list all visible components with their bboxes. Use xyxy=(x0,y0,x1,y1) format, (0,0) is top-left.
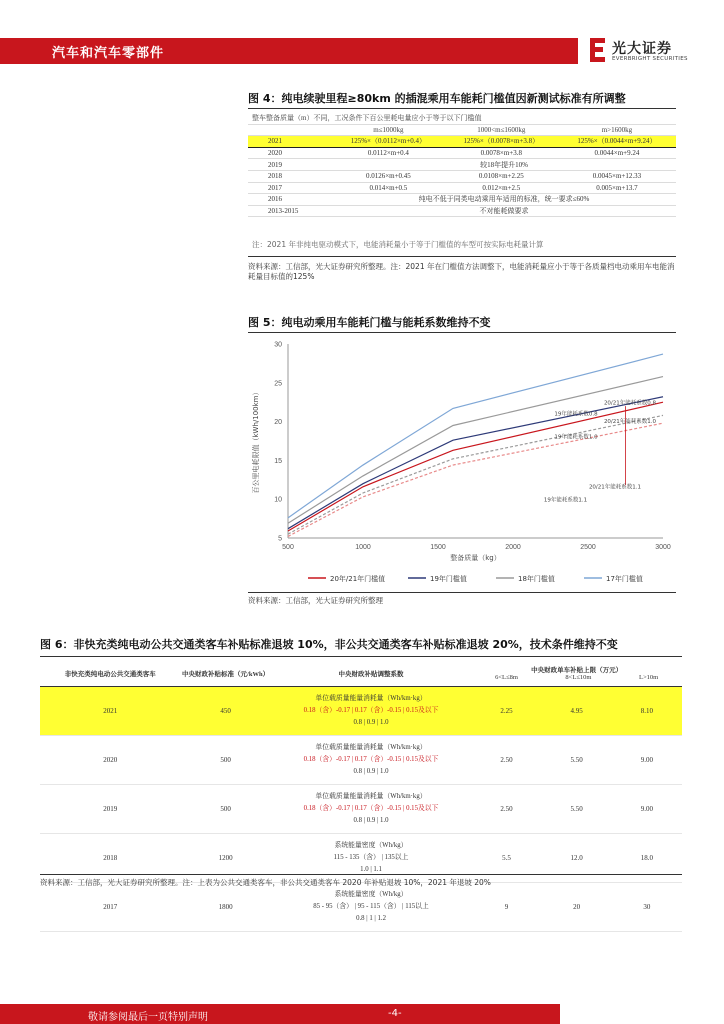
fig4-row-2019 xyxy=(248,159,676,171)
header-title: 汽车和汽车零部件 xyxy=(52,46,165,61)
fig6-header-cap: 中央财政单车补贴上限（万元） xyxy=(531,667,623,674)
fig6-coefficient xyxy=(271,687,472,736)
fig4-row-2017 xyxy=(248,182,676,194)
fig6-bottom-rule xyxy=(40,874,682,875)
fig4-table xyxy=(248,113,676,217)
fig4-year: 2017 xyxy=(248,182,332,194)
fig6-coef-line3: 0.8 | 1 | 1.2 xyxy=(356,915,386,922)
fig6-coefficient xyxy=(271,834,472,883)
page-number: -4- xyxy=(388,1008,402,1019)
x-tick-label: 500 xyxy=(282,544,294,551)
annotation-label: 20/21年能耗系数0.8 xyxy=(603,400,657,407)
y-tick-label: 20 xyxy=(274,419,282,427)
fig6-cap-a: 2.25 xyxy=(471,687,541,736)
fig6-standard: 1800 xyxy=(180,883,270,932)
fig6-coef-line2: 115 - 135（含） | 135以上 xyxy=(333,854,409,861)
fig5-title: 图 5：纯电动乘用车能耗门槛与能耗系数维持不变 xyxy=(248,316,491,329)
fig4-year: 2013-2015 xyxy=(248,205,332,217)
legend-label: 17年门槛值 xyxy=(606,575,643,583)
legend-label: 18年门槛值 xyxy=(518,575,555,583)
fig6-coef-line1: 单位载质量能量消耗量（Wh/km·kg） xyxy=(315,695,427,702)
fig6-standard: 500 xyxy=(180,736,270,785)
fig6-cap-c: 8.10 xyxy=(612,687,682,736)
fig6-year: 2021 xyxy=(40,687,180,736)
fig6-coef-line2: 0.18（含）-0.17 | 0.17（含）-0.15 | 0.15及以下 xyxy=(303,756,439,763)
footer-red-band xyxy=(0,1004,560,1024)
fig6-cap-a: 5.5 xyxy=(471,834,541,883)
fig6-year: 2018 xyxy=(40,834,180,883)
fig4-year: 2021 xyxy=(248,136,332,148)
fig4-col-header: 1000<m≤1600kg xyxy=(445,124,558,136)
fig4-merged-cell: 不对能耗做要求 xyxy=(332,205,676,217)
fig4-cell: 0.0045×m+12.33 xyxy=(558,170,676,182)
x-tick-label: 2000 xyxy=(505,544,521,551)
series-line-5 xyxy=(288,415,663,534)
fig4-cell: 125%×（0.0078×m+3.8） xyxy=(445,136,558,148)
fig6-row-2018 xyxy=(40,834,682,883)
fig6-cap-a: 9 xyxy=(471,883,541,932)
fig4-row-2016 xyxy=(248,194,676,206)
fig6-top-rule xyxy=(40,656,682,657)
annotation-label: 19年能耗系数1.1 xyxy=(543,497,588,504)
fig6-standard: 500 xyxy=(180,785,270,834)
y-tick-label: 5 xyxy=(278,535,282,543)
fig6-coef-line3: 1.0 | 1.1 xyxy=(360,866,382,873)
annotation-label: 19年能耗系数0.8 xyxy=(554,411,598,418)
fig6-row-2021 xyxy=(40,687,682,736)
fig4-row-2013-2015 xyxy=(248,205,676,217)
fig4-header-row xyxy=(248,113,676,124)
fig4-merged-cell: 纯电不低于同类电动乘用车适用的标准，统一要求≤60% xyxy=(332,194,676,206)
fig5-bottom-rule xyxy=(248,592,676,593)
fig6-cap-b: 20 xyxy=(542,883,612,932)
fig4-cell: 0.0112×m+0.4 xyxy=(332,147,445,159)
fig4-cell: 0.0108×m+2.25 xyxy=(445,170,558,182)
fig6-coef-line1: 系统能量密度（Wh/kg） xyxy=(334,891,408,898)
fig6-header-sub xyxy=(471,674,682,681)
y-tick-label: 30 xyxy=(274,341,282,349)
fig6-row-2019 xyxy=(40,785,682,834)
fig4-year: 2019 xyxy=(248,159,332,171)
fig4-cell: 0.0126×m+0.45 xyxy=(332,170,445,182)
legend-label: 19年门槛值 xyxy=(430,575,467,583)
fig4-cell: 0.0078×m+3.8 xyxy=(445,147,558,159)
footer-bar xyxy=(0,1000,724,1024)
x-axis-title: 整备质量（kg） xyxy=(450,554,501,562)
fig4-col-header: m>1600kg xyxy=(558,124,676,136)
fig4-header-cell: 整车整备质量（m）不同，工况条件下百公里耗电量应小于等于以下门槛值 xyxy=(248,113,676,124)
fig6-header-cap-group xyxy=(471,660,682,687)
fig6-standard: 450 xyxy=(180,687,270,736)
fig6-standard: 1200 xyxy=(180,834,270,883)
fig4-footnote: 注：2021 年非纯电驱动模式下，电能消耗量小于等于门槛值的车型可按实际电耗量计算 xyxy=(252,240,544,249)
x-tick-label: 3000 xyxy=(655,544,671,551)
y-tick-label: 15 xyxy=(274,457,282,465)
fig4-cell: 0.012×m+2.5 xyxy=(445,182,558,194)
annotation-label: 20/21年能耗系数1.0 xyxy=(603,419,657,426)
logo-mark-icon xyxy=(590,38,606,62)
fig4-top-rule xyxy=(248,108,676,109)
annotation-label: 19年能耗系数1.0 xyxy=(554,434,598,441)
x-tick-label: 1000 xyxy=(355,544,371,551)
fig4-row-2020 xyxy=(248,147,676,159)
fig6-year: 2017 xyxy=(40,883,180,932)
fig6-coef-line2: 85 - 95（含） | 95 - 115（含） | 115以上 xyxy=(313,903,429,910)
x-tick-label: 1500 xyxy=(430,544,446,551)
fig6-header-standard: 中央财政补贴标准（元/kWh） xyxy=(180,660,270,687)
fig6-row-2020 xyxy=(40,736,682,785)
fig5-top-rule xyxy=(248,332,676,333)
fig6-coef-line1: 系统能量密度（Wh/kg） xyxy=(334,842,408,849)
fig4-year: 2018 xyxy=(248,170,332,182)
fig6-cap-b: 4.95 xyxy=(542,687,612,736)
fig6-coef-line1: 单位载质量能量消耗量（Wh/km·kg） xyxy=(315,744,427,751)
logo-text-cn: 光大证券 xyxy=(612,41,672,57)
fig6-coef-line2: 0.18（含）-0.17 | 0.17（含）-0.15 | 0.15及以下 xyxy=(303,805,439,812)
logo-text-en: EVERBRIGHT SECURITIES xyxy=(612,56,688,62)
fig5-source: 资料来源：工信部，光大证券研究所整理 xyxy=(248,596,383,605)
fig6-cap-c: 9.00 xyxy=(612,736,682,785)
fig4-cell: 0.005×m+13.7 xyxy=(558,182,676,194)
fig6-source: 资料来源：工信部，光大证券研究所整理。注：上表为公共交通类客车，非公共交通类客车 2020 年补贴退坡 10%，2021 年退坡 20% xyxy=(40,878,491,887)
fig6-cap-c: 9.00 xyxy=(612,785,682,834)
series-line-2 xyxy=(288,377,663,524)
fig6-cap-c: 30 xyxy=(612,883,682,932)
fig6-coefficient xyxy=(271,883,472,932)
fig6-coefficient xyxy=(271,785,472,834)
fig6-cap-b: 5.50 xyxy=(542,736,612,785)
x-tick-label: 2500 xyxy=(580,544,596,551)
fig6-cap-b: 5.50 xyxy=(542,785,612,834)
fig6-year: 2020 xyxy=(40,736,180,785)
fig6-coef-line3: 0.8 | 0.9 | 1.0 xyxy=(353,719,389,726)
fig6-coefficient xyxy=(271,736,472,785)
fig4-year: 2016 xyxy=(248,194,332,206)
fig6-coef-line2: 0.18（含）-0.17 | 0.17（含）-0.15 | 0.15及以下 xyxy=(303,707,439,714)
fig6-header-cap-b: 8<L≤10m xyxy=(565,674,592,681)
fig6-title: 图 6：非快充类纯电动公共交通类客车补贴标准退坡 10%，非公共交通类客车补贴标准退坡 20%，技术条件维持不变 xyxy=(40,638,618,651)
fig6-row-2017 xyxy=(40,883,682,932)
legend-label: 20年/21年门槛值 xyxy=(330,575,386,583)
fig4-year: 2020 xyxy=(248,147,332,159)
fig4-cell: 0.0044×m+9.24 xyxy=(558,147,676,159)
series-line-4 xyxy=(288,423,663,536)
fig6-cap-b: 12.0 xyxy=(542,834,612,883)
fig4-cell: 125%×（0.0044×m+9.24） xyxy=(558,136,676,148)
annotation-label: 20/21年能耗系数1.1 xyxy=(588,484,642,491)
fig6-year: 2019 xyxy=(40,785,180,834)
fig4-row-2021 xyxy=(248,136,676,148)
fig6-table xyxy=(40,660,682,932)
fig6-header-row xyxy=(40,660,682,687)
fig4-cell: 0.014×m+0.5 xyxy=(332,182,445,194)
fig4-title: 图 4：纯电续驶里程≥80km 的插混乘用车能耗门槛值因新测试标准有所调整 xyxy=(248,92,626,105)
fig5-line-chart xyxy=(248,336,678,590)
y-axis-title: 百公里电耗限值（kWh/100km） xyxy=(252,388,260,494)
fig6-header-cap-c: L>10m xyxy=(638,674,659,681)
y-tick-label: 10 xyxy=(274,496,282,504)
fig4-cell: 125%×（0.0112×m+0.4） xyxy=(332,136,445,148)
fig6-header-vehicle: 非快充类纯电动公共交通类客车 xyxy=(40,660,180,687)
series-line-1 xyxy=(288,397,663,529)
company-logo xyxy=(590,38,700,66)
fig4-source: 资料来源：工信部，光大证券研究所整理。注：2021 年在门槛值方法调整下，电能消耗量应小于等于各质量档电动乘用车电能消耗量目标值的125% xyxy=(248,262,675,281)
fig6-cap-a: 2.50 xyxy=(471,736,541,785)
fig6-header-coefficient: 中央财政补贴调整系数 xyxy=(271,660,472,687)
fig4-merged-cell: 较18年提升10% xyxy=(332,159,676,171)
fig6-coef-line3: 0.8 | 0.9 | 1.0 xyxy=(353,768,389,775)
fig6-cap-a: 2.50 xyxy=(471,785,541,834)
fig6-coef-line1: 单位载质量能量消耗量（Wh/km·kg） xyxy=(315,793,427,800)
fig6-coef-line3: 0.8 | 0.9 | 1.0 xyxy=(353,817,389,824)
fig4-bottom-rule xyxy=(248,256,676,257)
fig6-cap-c: 18.0 xyxy=(612,834,682,883)
fig4-col-header-row xyxy=(248,124,676,136)
fig4-col-header: m≤1000kg xyxy=(332,124,445,136)
footer-disclaimer: 敬请参阅最后一页特别声明 xyxy=(88,1012,208,1023)
fig6-header-cap-a: 6<L≤8m xyxy=(495,674,518,681)
y-tick-label: 25 xyxy=(274,380,282,388)
fig4-row-2018 xyxy=(248,170,676,182)
